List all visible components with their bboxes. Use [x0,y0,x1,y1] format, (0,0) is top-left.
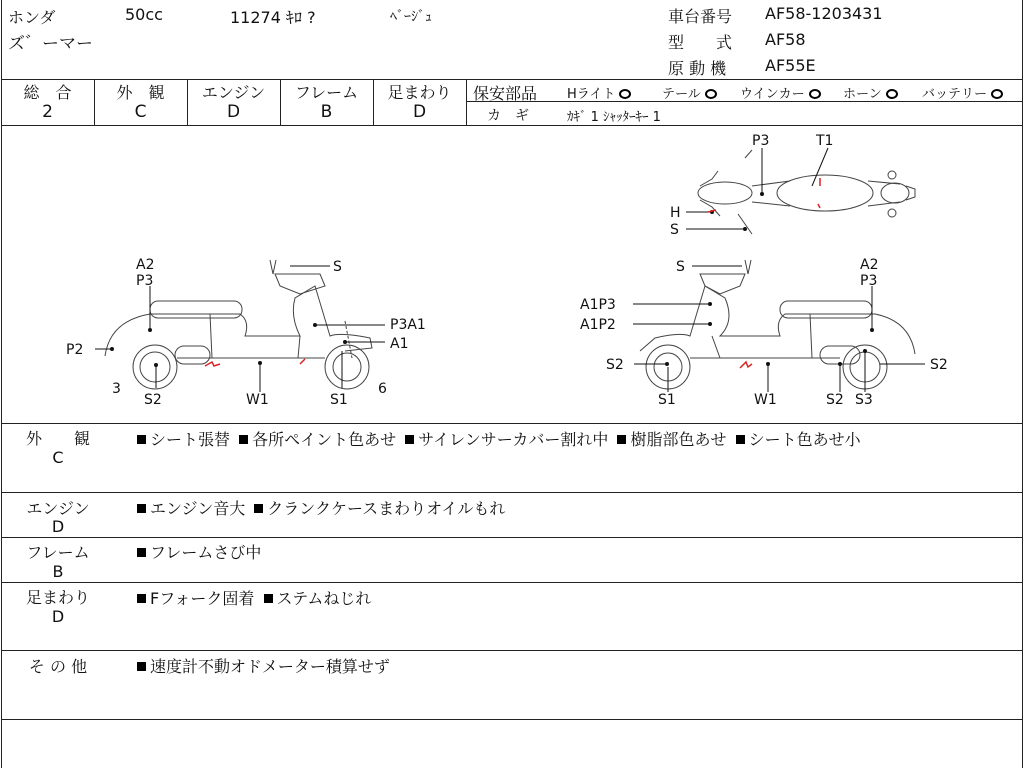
remark-item: フレームさび中 [150,543,262,562]
label-left-6: 6 [378,381,387,397]
remarks-divider [1,582,1023,583]
scooter-top-view [698,150,915,234]
label-top-P3: P3 [752,133,770,149]
safety-item-battery: バッテリー [922,83,1003,102]
remarks-divider [1,650,1023,651]
label-left-W1: W1 [246,392,269,408]
label-right-S3: S3 [855,392,873,408]
frame-no: AF58-1203431 [765,4,883,23]
engine-label: 原 動 機 [668,59,727,78]
safety-label: 保安部品 [473,84,538,103]
ok-mark-icon [619,89,631,99]
ok-mark-icon [991,89,1003,99]
label-right-S2-front: S2 [606,357,624,373]
remark-item: 速度計不動オドメーター積算せず [150,657,390,676]
label-right-S2-rear: S2 [826,392,844,408]
remark-item: エンジン音大 [150,499,246,518]
bullet-icon [137,594,146,603]
bullet-icon [254,504,263,513]
bullet-icon [736,435,745,444]
label-right-S1: S1 [658,392,676,408]
remark-engine-category: エンジン [26,499,90,518]
remark-other-category: そ の 他 [28,657,88,676]
remark-item: シート張替 [150,430,231,449]
grade-engine-label: エンジン [201,83,266,102]
diagram-bottom [1,423,1023,424]
remark-item: シート色あせ小 [748,430,861,449]
grade-frame-value: B [320,102,333,122]
safety-item-winker: ウインカー [740,83,821,102]
safety-item-horn: ホーン [843,83,898,102]
label-right-W1: W1 [754,392,777,408]
ok-mark-icon [886,89,898,99]
safety-item-headlight: Hライト [567,83,631,102]
remark-exterior-category: 外 観 [25,429,90,448]
remark-item: 樹脂部色あせ [630,430,727,449]
bullet-icon [137,504,146,513]
label-left-S1: S1 [330,392,348,408]
label-left-P3: P3 [136,273,154,289]
grade-suspension-value: D [412,102,427,122]
label-left-3: 3 [112,381,121,397]
label-left-A2: A2 [136,257,155,273]
label-left-S2: S2 [144,392,162,408]
remarks-divider [1,719,1023,720]
remark-item: クランクケースまわりオイルもれ [267,499,506,518]
frame-no-label: 車台番号 [668,7,733,26]
label-top-S: S [670,222,679,238]
remark-item: ステムねじれ [276,589,372,608]
type-label: 型 式 [668,33,733,52]
label-top-H: H [670,205,681,221]
bullet-icon [405,435,414,444]
type-value: AF58 [765,30,806,49]
grade-exterior-label: 外 観 [116,83,165,102]
grade-engine-value: D [226,102,241,122]
grade-total-label: 総 合 [23,83,72,102]
remark-frame-items [137,540,265,563]
body-color: ﾍﾞｰｼﾞｭ [390,9,432,25]
bullet-icon [264,594,273,603]
label-left-S: S [333,259,342,275]
safety-item-tail: テール [662,83,717,102]
grade-total-value: 2 [42,102,53,122]
remarks-divider [1,492,1023,493]
grade-exterior-value: C [134,102,147,122]
label-left-P2: P2 [66,342,84,358]
bullet-icon [137,662,146,671]
remark-frame-category: フレーム [26,543,90,562]
remark-exterior-items [137,427,865,450]
grade-divider [466,79,467,125]
engine-value: AF55E [765,56,816,75]
label-left-P3A1: P3A1 [390,317,426,333]
bullet-icon [239,435,248,444]
scooter-diagram [0,126,1024,423]
mileage: 11274 ｷﾛ ? [230,8,316,27]
key-label: カ ギ [487,108,529,124]
label-right-A1P2: A1P2 [580,317,616,333]
grade-frame-label: フレーム [294,83,359,102]
ok-mark-icon [705,89,717,99]
remark-suspension-grade: D [51,607,65,626]
remark-frame-grade: B [52,562,64,581]
remark-engine-grade: D [51,517,65,536]
maker: ホンダ [8,8,56,27]
label-right-P3: P3 [860,273,878,289]
label-right-A1P3: A1P3 [580,297,616,313]
remark-item: Fフォーク固着 [150,589,255,608]
bullet-icon [137,435,146,444]
displacement: 50cc [125,5,163,24]
key-value: ｶｷﾞ 1 ｼｬｯﾀｰｷｰ 1 [567,110,661,125]
remark-item: サイレンサーカバー割れ中 [418,430,609,449]
label-right-A2: A2 [860,257,879,273]
ok-mark-icon [809,89,821,99]
bullet-icon [617,435,626,444]
remarks-divider [1,537,1023,538]
label-right-S: S [676,259,685,275]
remark-exterior-grade: C [52,448,64,467]
model-name: ズ゛ーマー [8,34,93,54]
bullet-icon [137,548,146,557]
label-right-S2-muffler: S2 [930,357,948,373]
label-left-A1: A1 [390,336,409,352]
remark-suspension-category: 足まわり [25,588,90,607]
grade-suspension-label: 足まわり [387,83,452,102]
remark-item: 各所ペイント色あせ [252,430,397,449]
remark-engine-items [137,496,509,519]
remark-suspension-items [137,586,375,609]
label-top-T1: T1 [816,133,834,149]
remark-other-items [137,654,394,677]
